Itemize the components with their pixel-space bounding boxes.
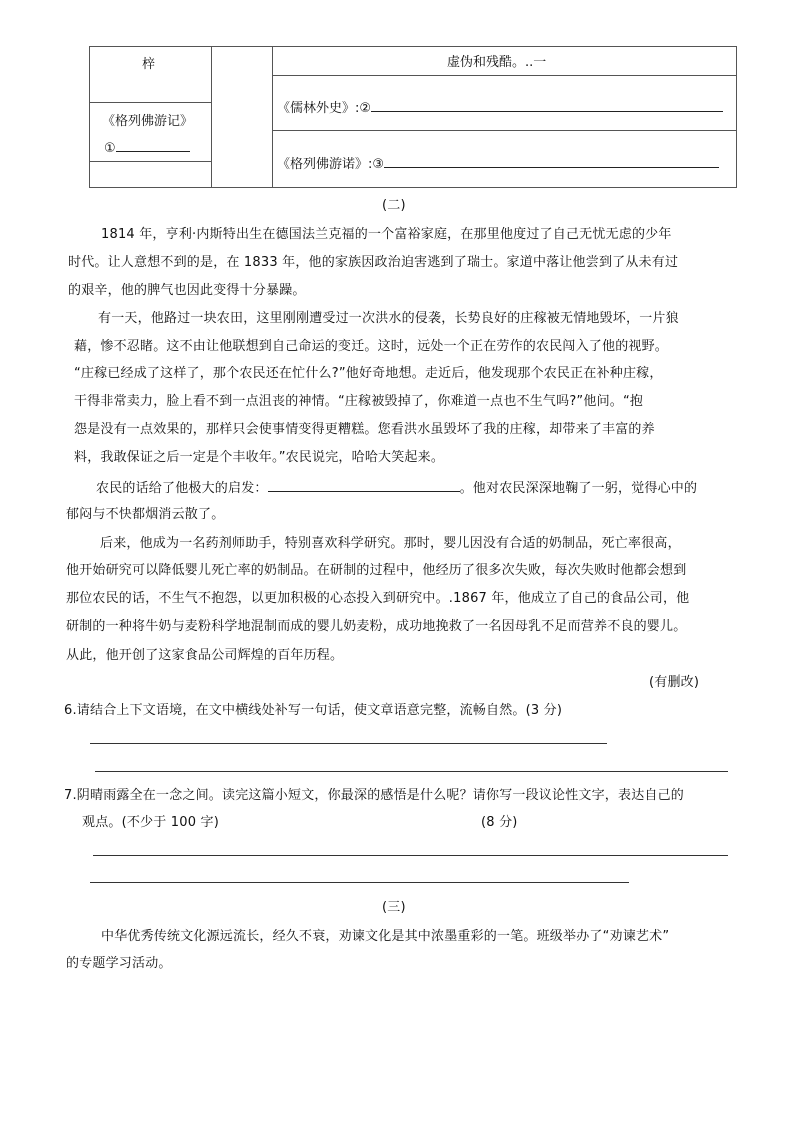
table-border-bottom <box>89 187 737 188</box>
question-6: 6.请结合上下文语境，在文中横线处补写一句话，使文章语意完整，流畅自然。(3 分) <box>64 703 563 718</box>
q7-answer-line-1[interactable] <box>93 855 728 856</box>
p1-line-1: 1814 年，亨利·内斯特出生在德国法兰克福的一个富裕家庭，在那里他度过了自己无忧无虑的少年 <box>101 227 672 242</box>
answer-blank-2[interactable] <box>371 99 723 112</box>
p2-line-6: 料，我敢保证之后一定是个丰收年。”农民说完，哈哈大笑起来。 <box>74 450 445 465</box>
source-note: (有删改) <box>649 675 700 690</box>
table-cell-r2c1-answer <box>104 139 190 157</box>
q6-answer-line-2[interactable] <box>95 771 728 772</box>
q6-answer-line-1[interactable] <box>90 743 607 744</box>
table-border-top <box>89 46 737 47</box>
p5-line-1: 中华优秀传统文化源远流长，经久不衰，劝谏文化是其中浓墨重彩的一笔。班级举办了“劝谏艺术” <box>101 929 670 944</box>
p4-line-3: 那位农民的话，不生气不抱怨，以更加积极的心态投入到研究中。.1867 年，他成立了自己的食品公司，他 <box>66 591 690 606</box>
comparison-table <box>89 46 737 188</box>
table-cell-r1c3: 虚伪和残酷。..一 <box>447 55 547 70</box>
table-cell-r2c1-title: 《格列佛游记》 <box>102 114 194 129</box>
answer-mark-1: ① <box>104 141 116 156</box>
table-col3-row-line-2 <box>272 130 737 131</box>
table-col-divider-2 <box>272 46 273 188</box>
p4-line-1: 后来，他成为一名药剂师助手，特别喜欢科学研究。那时，婴儿因没有合适的奶制品，死亡率很高， <box>100 536 681 551</box>
table-col1-row-line-1 <box>89 102 211 103</box>
answer-blank-1[interactable] <box>116 139 190 152</box>
question-7-score: (8 分) <box>481 815 518 830</box>
p3-after-blank: 。他对农民深深地鞠了一躬，觉得心中的 <box>459 481 698 496</box>
question-7-line-1: 7.阴晴雨露全在一念之间。读完这篇小短文，你最深的感悟是什么呢？请你写一段议论性文字，表达自己的 <box>64 788 685 803</box>
table-border-left <box>89 46 90 188</box>
table-cell-r3c3-label: 《格列佛游诺》:③ <box>277 157 385 172</box>
table-cell-r2c3-label: 《儒林外史》:② <box>277 101 372 116</box>
p5-line-2: 的专题学习活动。 <box>66 956 172 971</box>
section-2-heading: (二) <box>382 198 406 213</box>
p3-before-blank: 农民的话给了他极大的启发： <box>96 481 268 496</box>
table-col1-row-line-2 <box>89 161 211 162</box>
table-cell-r2c3 <box>277 99 723 117</box>
question-7-line-2: 观点。(不少于 100 字) <box>82 815 220 830</box>
table-col-divider-1 <box>211 46 212 188</box>
p2-line-3: “庄稼已经成了这样了，那个农民还在忙什么?”他好奇地想。走近后，他发现那个农民正在补种庄稼， <box>74 366 663 381</box>
p3-line-1 <box>96 477 697 499</box>
p2-line-4: 干得非常卖力，脸上看不到一点沮丧的神情。“庄稼被毁掉了，你难道一点也不生气吗?”他问。“抱 <box>74 394 644 409</box>
q7-answer-line-2[interactable] <box>90 882 629 883</box>
section-3-heading: (三) <box>382 900 406 915</box>
table-cell-r1c1: 梓 <box>142 57 156 72</box>
p4-line-4: 研制的一种将牛奶与麦粉科学地混制而成的婴儿奶麦粉，成功地挽救了一名因母乳不足而营养不良的婴儿。 <box>66 619 687 634</box>
p1-line-3: 的艰辛，他的脾气也因此变得十分暴躁。 <box>68 283 306 298</box>
p2-line-2: 藉，惨不忍睹。这不由让他联想到自己命运的变迁。这时，远处一个正在劳作的农民闯入了他的视野。 <box>74 339 669 354</box>
p2-line-1: 有一天，他路过一块农田，这里刚刚遭受过一次洪水的侵袭，长势良好的庄稼被无情地毁坏，一片狼 <box>98 311 679 326</box>
table-col3-row-line-1 <box>272 75 737 76</box>
p4-line-2: 他开始研究可以降低婴儿死亡率的奶制品。在研制的过程中，他经历了很多次失败，每次失败时他都会想到 <box>66 563 687 578</box>
p1-line-2: 时代。让人意想不到的是，在 1833 年，他的家族因政治迫害逃到了瑞士。家道中落让他尝到了从未有过 <box>68 255 679 270</box>
p2-line-5: 怨是没有一点效果的，那样只会使事情变得更糟糕。您看洪水虽毁坏了我的庄稼，却带来了丰富的养 <box>74 422 655 437</box>
answer-blank-3[interactable] <box>384 155 719 168</box>
table-cell-r3c3 <box>277 155 719 173</box>
p3-line-2: 郁闷与不快都烟消云散了。 <box>66 507 225 522</box>
table-border-right <box>736 46 737 188</box>
p4-line-5: 从此，他开创了这家食品公司辉煌的百年历程。 <box>66 648 344 663</box>
p3-fill-blank[interactable] <box>268 477 460 492</box>
